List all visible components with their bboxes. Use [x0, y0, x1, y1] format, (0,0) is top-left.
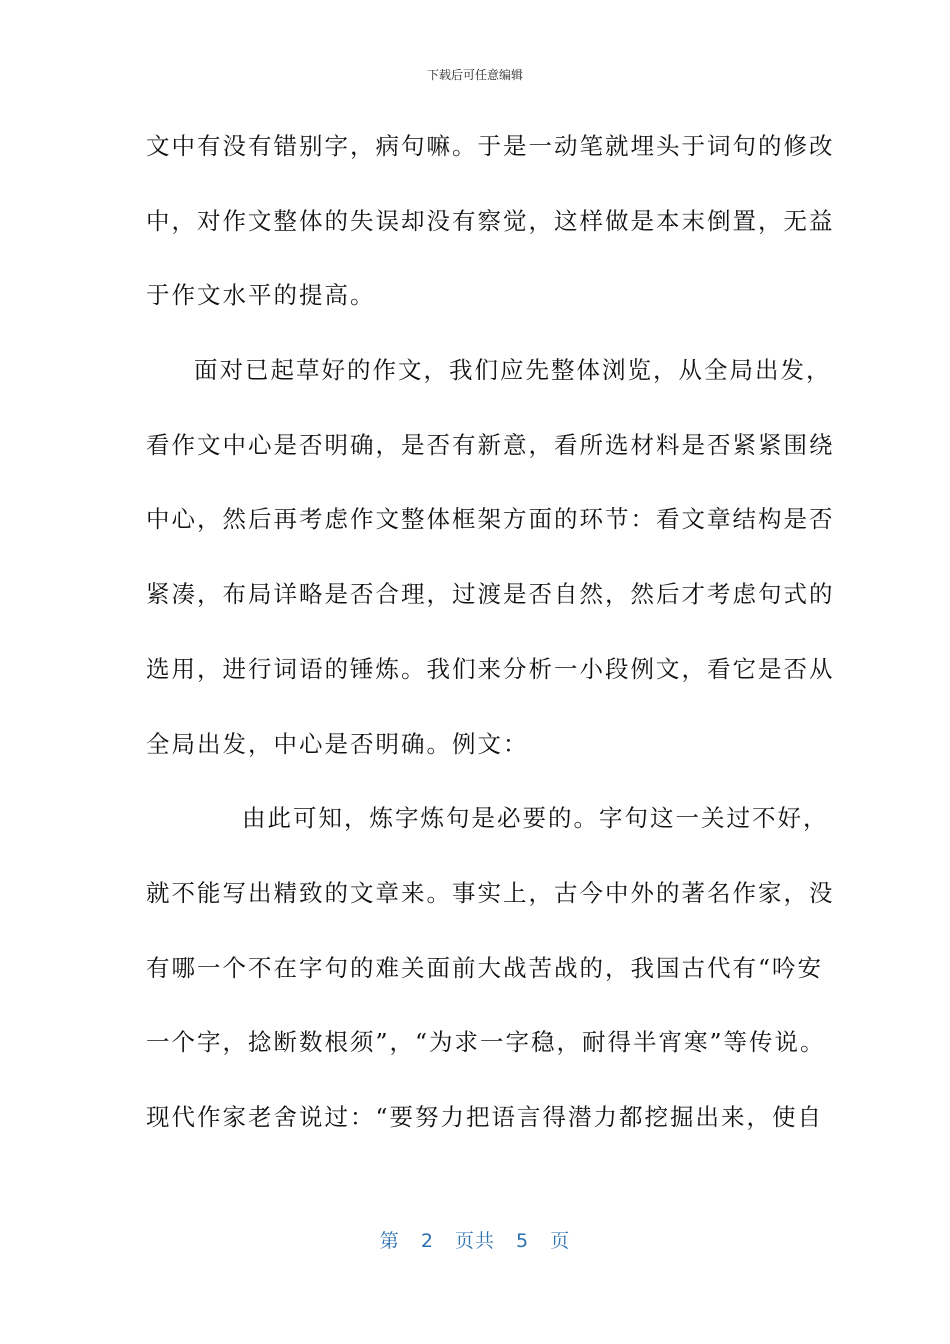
page-header-note: 下载后可任意编辑 — [426, 68, 523, 82]
text-line: 紧凑，布局详略是否合理，过渡是否自然，然后才考虑句式的 — [146, 580, 835, 609]
footer-current-page: 2 — [420, 1230, 434, 1252]
footer-prefix: 第 — [379, 1230, 400, 1252]
text-line: 一个字，捻断数根须”，“为求一字稳，耐得半宵寒”等传说。 — [146, 1028, 826, 1057]
document-body — [146, 128, 835, 1174]
text-line: 全局出发，中心是否明确。例文： — [146, 729, 529, 758]
text-line: 现代作家老舍说过：“要努力把语言得潜力都挖掘出来，使自 — [146, 1102, 824, 1131]
text-line: 看作文中心是否明确，是否有新意，看所选材料是否紧紧围绕 — [146, 430, 835, 459]
text-line: 面对已起草好的作文，我们应先整体浏览，从全局出发， — [194, 356, 832, 385]
footer-middle: 页共 — [454, 1230, 495, 1252]
text-line: 就不能写出精致的文章来。事实上，古今中外的著名作家，没 — [146, 878, 835, 907]
text-line: 有哪一个不在字句的难关面前大战苦战的，我国古代有“吟安 — [146, 953, 824, 982]
text-line: 选用，进行词语的锤炼。我们来分析一小段例文，看它是否从 — [146, 654, 835, 683]
footer-total-pages: 5 — [516, 1230, 530, 1252]
text-line: 中，对作文整体的失误却没有察觉，这样做是本末倒置，无益 — [146, 206, 835, 235]
footer-suffix: 页 — [550, 1230, 571, 1252]
text-line: 文中有没有错别字，病句嘛。于是一动笔就埋头于词句的修改 — [146, 132, 835, 160]
text-line: 于作文水平的提高。 — [146, 281, 376, 310]
page-number-footer — [0, 1226, 950, 1253]
text-line: 由此可知，炼字炼句是必要的。字句这一关过不好， — [242, 804, 829, 833]
text-line: 中心，然后再考虑作文整体框架方面的环节：看文章结构是否 — [146, 505, 835, 534]
